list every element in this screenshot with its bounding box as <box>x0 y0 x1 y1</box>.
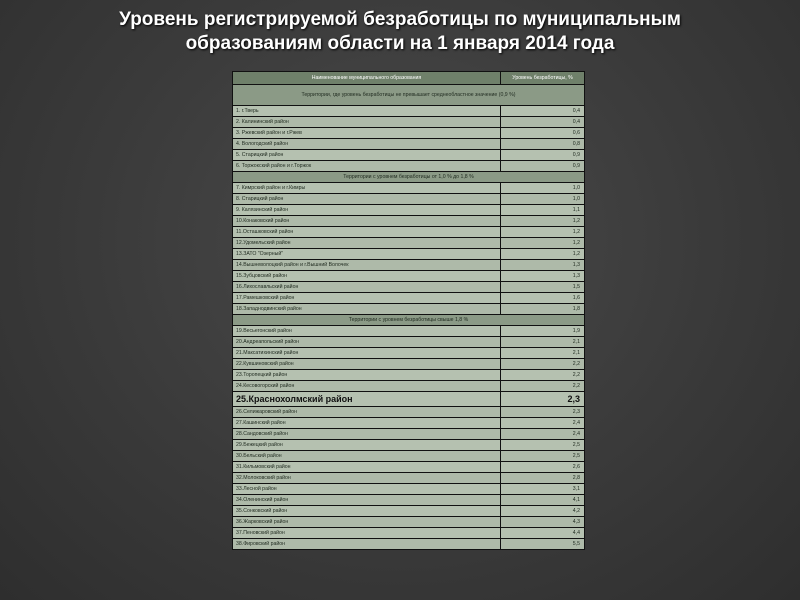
table-row <box>233 227 585 238</box>
table-row <box>233 161 585 172</box>
table-row <box>233 462 585 473</box>
group-title: Территории, где уровень безработицы не превышает среднеобластное значение (0,9 %) <box>233 85 585 106</box>
table-row <box>233 337 585 348</box>
unemployment-rate: 2,3 <box>501 392 585 407</box>
municipality-name: 37.Пеновский район <box>233 528 501 539</box>
unemployment-rate: 2,3 <box>501 407 585 418</box>
unemployment-rate: 1,0 <box>501 194 585 205</box>
municipality-name: 33.Лесной район <box>233 484 501 495</box>
unemployment-rate: 2,2 <box>501 370 585 381</box>
table-row <box>233 216 585 227</box>
unemployment-rate: 4,1 <box>501 495 585 506</box>
unemployment-rate: 0,4 <box>501 117 585 128</box>
municipality-name: 19.Весьегонский район <box>233 326 501 337</box>
municipality-name: 4. Вологодский район <box>233 139 501 150</box>
unemployment-rate: 1,3 <box>501 271 585 282</box>
municipality-name: 10.Конаковский район <box>233 216 501 227</box>
municipality-name: 16.Лихославльский район <box>233 282 501 293</box>
municipality-name: 11.Осташковский район <box>233 227 501 238</box>
unemployment-rate: 0,4 <box>501 106 585 117</box>
slide-title-line1: Уровень регистрируемой безработицы по муниципальным <box>119 9 681 30</box>
municipality-name: 20.Андреапольский район <box>233 337 501 348</box>
table-row <box>233 249 585 260</box>
unemployment-rate: 2,8 <box>501 473 585 484</box>
municipality-name: 21.Максатихинский район <box>233 348 501 359</box>
municipality-name: 6. Торжокский район и г.Торжок <box>233 161 501 172</box>
unemployment-rate: 2,2 <box>501 381 585 392</box>
municipality-name: 7. Кимрский район и г.Кимры <box>233 183 501 194</box>
municipality-name: 27.Кашинский район <box>233 418 501 429</box>
table-row <box>233 528 585 539</box>
table-row <box>233 117 585 128</box>
municipality-name: 28.Сандовский район <box>233 429 501 440</box>
unemployment-rate: 0,8 <box>501 139 585 150</box>
unemployment-rate: 1,8 <box>501 304 585 315</box>
table-row <box>233 282 585 293</box>
table-row <box>233 495 585 506</box>
group-header-row <box>233 85 585 106</box>
unemployment-rate: 3,1 <box>501 484 585 495</box>
unemployment-rate: 2,5 <box>501 440 585 451</box>
municipality-name: 9. Калязинский район <box>233 205 501 216</box>
unemployment-rate: 2,4 <box>501 418 585 429</box>
table-row <box>233 238 585 249</box>
unemployment-rate: 1,0 <box>501 183 585 194</box>
table-row <box>233 293 585 304</box>
unemployment-rate: 1,3 <box>501 260 585 271</box>
unemployment-rate: 4,2 <box>501 506 585 517</box>
unemployment-rate: 2,1 <box>501 348 585 359</box>
unemployment-rate: 1,2 <box>501 238 585 249</box>
municipality-name: 30.Бельский район <box>233 451 501 462</box>
municipality-name: 36.Жарковский район <box>233 517 501 528</box>
table-row <box>233 418 585 429</box>
table-row <box>233 128 585 139</box>
municipality-name: 35.Сонковский район <box>233 506 501 517</box>
municipality-name: 3. Ржевский район и г.Ржев <box>233 128 501 139</box>
group-title: Территории с уровнем безработицы свыше 1,8 % <box>233 315 585 326</box>
header-name-cell: Наименование муниципального образования <box>233 72 501 85</box>
municipality-name: 32.Молоковский район <box>233 473 501 484</box>
unemployment-rate: 2,1 <box>501 337 585 348</box>
unemployment-rate: 1,1 <box>501 205 585 216</box>
unemployment-rate: 1,2 <box>501 216 585 227</box>
municipality-name: 8. Старицкий район <box>233 194 501 205</box>
unemployment-rate: 2,5 <box>501 451 585 462</box>
table-row <box>233 473 585 484</box>
table-row <box>233 150 585 161</box>
table-row <box>233 271 585 282</box>
municipality-name: 23.Торопецкий район <box>233 370 501 381</box>
municipality-name: 1. г.Тверь <box>233 106 501 117</box>
municipality-name: 38.Фировский район <box>233 539 501 550</box>
unemployment-rate: 5,5 <box>501 539 585 550</box>
slide-title <box>0 8 800 56</box>
unemployment-rate: 2,2 <box>501 359 585 370</box>
table-row <box>233 370 585 381</box>
table-row <box>233 381 585 392</box>
municipality-name: 24.Кесовогорский район <box>233 381 501 392</box>
municipality-name: 22.Кувшиновский район <box>233 359 501 370</box>
unemployment-rate: 1,5 <box>501 282 585 293</box>
header-value-cell: Уровень безработицы, % <box>501 72 585 85</box>
unemployment-rate: 2,4 <box>501 429 585 440</box>
slide-title-line2: образованиям области на 1 января 2014 года <box>185 33 615 54</box>
unemployment-rate: 1,9 <box>501 326 585 337</box>
municipality-name: 31.Кильмовский район <box>233 462 501 473</box>
table-row <box>233 194 585 205</box>
unemployment-rate: 1,6 <box>501 293 585 304</box>
unemployment-rate: 1,2 <box>501 249 585 260</box>
table-row <box>233 539 585 550</box>
municipality-name: 29.Бежецкий район <box>233 440 501 451</box>
table-row <box>233 506 585 517</box>
table-row <box>233 106 585 117</box>
table-row <box>233 260 585 271</box>
table-row <box>233 326 585 337</box>
municipality-name: 26.Селижаровский район <box>233 407 501 418</box>
table-row <box>233 392 585 407</box>
table-row <box>233 205 585 216</box>
unemployment-rate: 1,2 <box>501 227 585 238</box>
unemployment-rate: 4,4 <box>501 528 585 539</box>
table-row <box>233 440 585 451</box>
unemployment-rate: 0,6 <box>501 128 585 139</box>
table-row <box>233 348 585 359</box>
table-row <box>233 359 585 370</box>
table-header-row <box>233 72 585 85</box>
table-row <box>233 451 585 462</box>
municipality-name: 25.Краснохолмский район <box>233 392 501 407</box>
unemployment-table <box>232 71 585 550</box>
municipality-name: 15.Зубцовский район <box>233 271 501 282</box>
unemployment-rate: 0,9 <box>501 150 585 161</box>
unemployment-rate: 2,6 <box>501 462 585 473</box>
table-row <box>233 183 585 194</box>
group-title: Территории с уровнем безработицы от 1,0 % до 1,8 % <box>233 172 585 183</box>
municipality-name: 34.Оленинский район <box>233 495 501 506</box>
table-row <box>233 429 585 440</box>
municipality-name: 2. Калининский район <box>233 117 501 128</box>
table-row <box>233 139 585 150</box>
unemployment-rate: 0,9 <box>501 161 585 172</box>
municipality-name: 14.Вышневолоцкий район и г.Вышний Волочек <box>233 260 501 271</box>
group-header-row <box>233 315 585 326</box>
table-row <box>233 517 585 528</box>
municipality-name: 13.ЗАТО "Озерный" <box>233 249 501 260</box>
municipality-name: 12.Удомельский район <box>233 238 501 249</box>
table-row <box>233 407 585 418</box>
municipality-name: 5. Старицкий район <box>233 150 501 161</box>
unemployment-rate: 4,3 <box>501 517 585 528</box>
municipality-name: 17.Рамешковский район <box>233 293 501 304</box>
group-header-row <box>233 172 585 183</box>
municipality-name: 18.Западнодвинский район <box>233 304 501 315</box>
table-row <box>233 304 585 315</box>
table-body <box>233 72 585 550</box>
table-row <box>233 484 585 495</box>
